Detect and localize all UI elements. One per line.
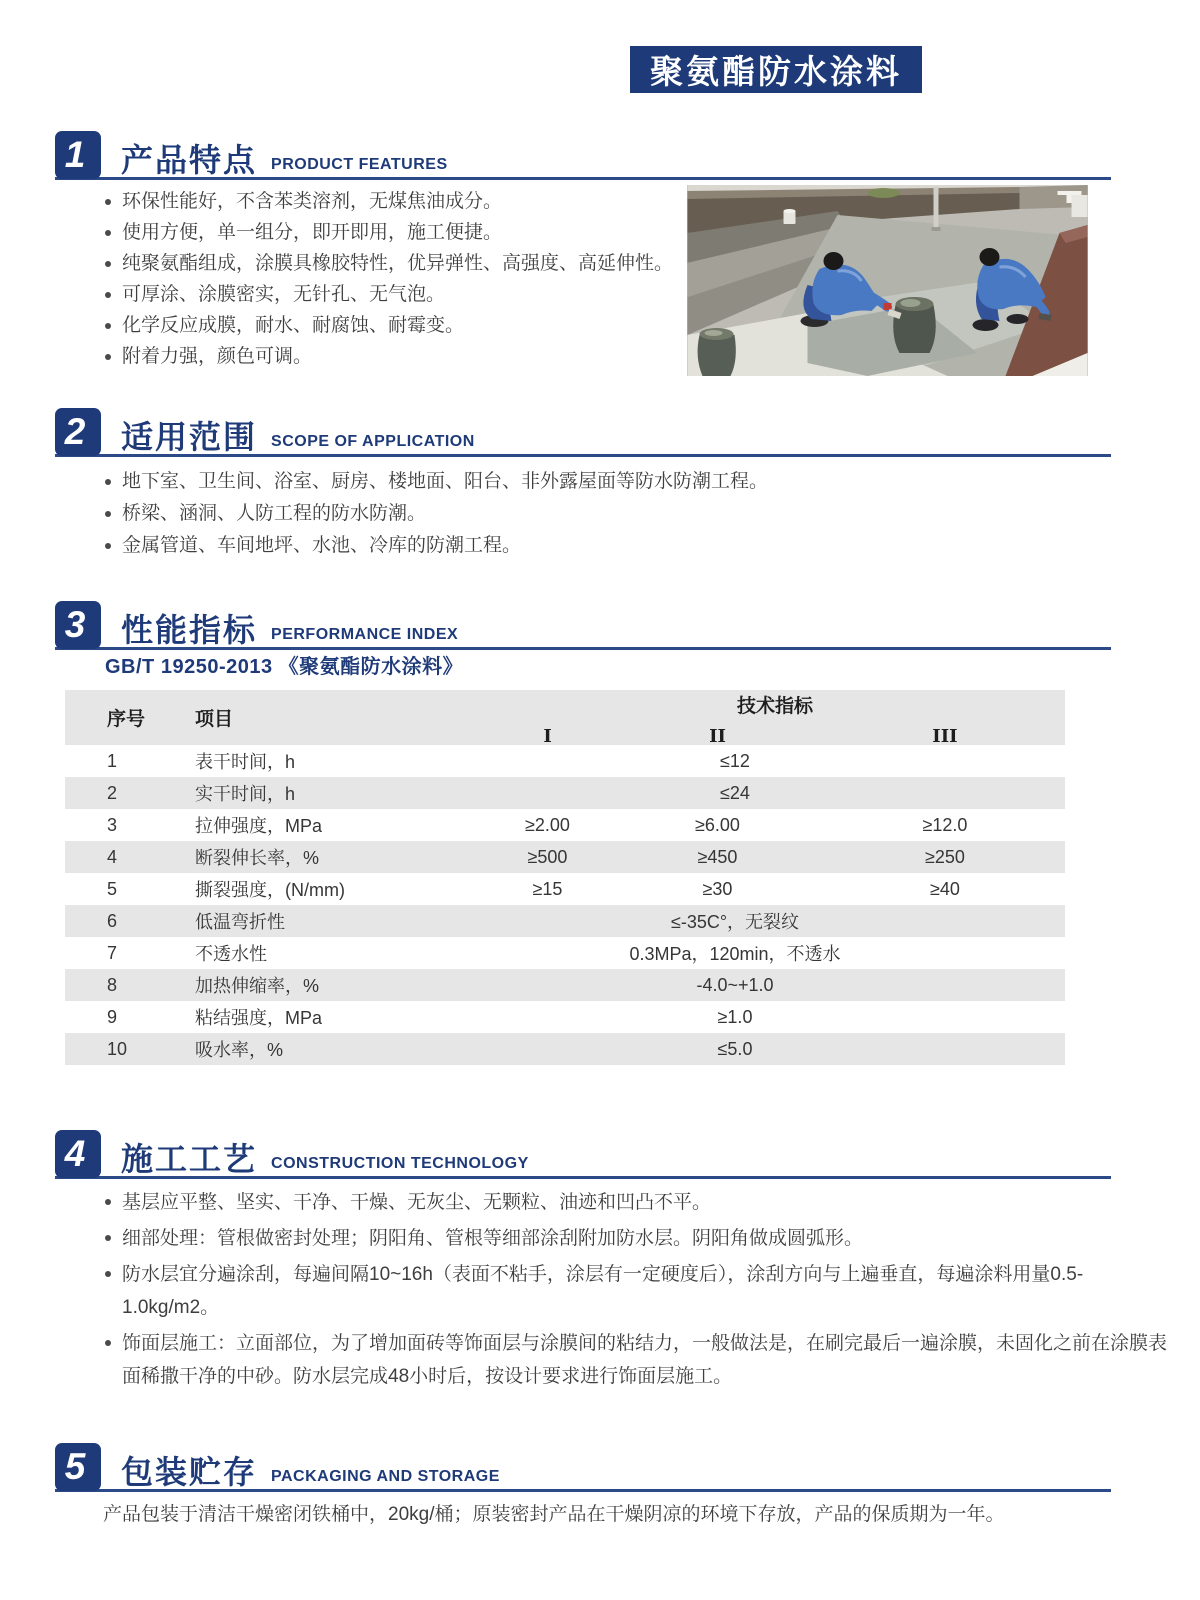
section-title-zh: 产品特点 (121, 142, 258, 178)
bullet-item: 防水层宜分遍涂刮，每遍间隔10~16h（表面不粘手，涂层有一定硬度后），涂刮方向与上遍垂直，每遍涂料用量0.5-1.0kg/m2。 (100, 1258, 1180, 1324)
bullet-item: 桥梁、涵洞、人防工程的防水防潮。 (100, 498, 920, 530)
tech-index-label: 技术指标 (736, 696, 813, 717)
bullet-item: 细部处理：管根做密封处理；阴阳角、管根等细部涂刮附加防水层。阴阳角做成圆弧形。 (100, 1222, 1180, 1255)
cell-value-I: ≥2.00 (525, 814, 570, 835)
cell-item: 实干时间，h (195, 784, 296, 804)
section-title-en: PERFORMANCE INDEX (271, 626, 459, 643)
cell-item: 不透水性 (195, 944, 267, 964)
bullet-item: 附着力强，颜色可调。 (100, 341, 685, 372)
section-number-badge: 5 (55, 1443, 101, 1491)
cell-no: 3 (107, 814, 118, 835)
barrel-center (893, 297, 936, 353)
section-header-construction-technology (55, 1127, 1111, 1179)
cell-value-III: ≥40 (930, 878, 960, 899)
cell-no: 10 (107, 1038, 128, 1059)
performance-table (65, 690, 1065, 1065)
table-row (65, 1001, 1065, 1033)
cell-item: 粘结强度，MPa (195, 1008, 323, 1028)
section-header-packaging-and-storage (55, 1440, 1111, 1492)
section-header-performance-index (55, 598, 1111, 650)
section-header-scope-of-application (55, 405, 1111, 457)
section-number-badge: 1 (55, 131, 101, 179)
section-title-en: PRODUCT FEATURES (271, 156, 448, 173)
cell-no: 9 (107, 1006, 118, 1027)
scope-list (100, 466, 920, 562)
table-row (65, 905, 1065, 937)
bullet-item: 可厚涂、涂膜密实，无针孔、无气泡。 (100, 279, 685, 310)
cell-no: 8 (107, 974, 118, 995)
cell-no: 1 (107, 750, 118, 771)
cell-no: 4 (107, 846, 118, 867)
column-header-no: 序号 (107, 709, 146, 730)
cell-item: 吸水率，% (195, 1040, 284, 1060)
cell-value: ≤-35C°，无裂纹 (670, 912, 800, 932)
table-row (65, 745, 1065, 777)
product-features-list (100, 186, 685, 372)
cell-value: -4.0~+1.0 (696, 974, 774, 995)
workers-applying-coating-image (687, 185, 1088, 376)
column-header-item: 项目 (195, 709, 234, 730)
column-header-tech (485, 690, 1065, 745)
cell-value-II: ≥450 (697, 846, 738, 867)
cell-no: 2 (107, 782, 118, 803)
cell-item: 撕裂强度，(N/mm) (195, 880, 345, 900)
bullet-item: 金属管道、车间地坪、水池、冷库的防潮工程。 (100, 530, 920, 562)
section-title-zh: 包装贮存 (121, 1454, 258, 1490)
cell-value-III: ≥12.0 (922, 814, 968, 835)
cell-no: 7 (107, 942, 118, 963)
table-row (65, 841, 1065, 873)
section-title-en: PACKAGING AND STORAGE (271, 1468, 500, 1485)
cell-value: 0.3MPa，120min，不透水 (629, 944, 841, 964)
section-title-zh: 性能指标 (121, 612, 258, 648)
packaging-storage-text: 产品包装于清洁干燥密闭铁桶中，20kg/桶；原装密封产品在干燥阴凉的环境下存放，产品的保质期为一年。 (103, 1504, 1005, 1525)
standard-reference: GB/T 19250-2013 《聚氨酯防水涂料》 (105, 656, 464, 678)
bullet-item: 使用方便，单一组分，即开即用，施工便捷。 (100, 217, 685, 248)
cell-item: 加热伸缩率，% (195, 976, 320, 996)
table-header-row (65, 690, 1065, 745)
subcolumn-III: III (932, 726, 958, 747)
bullet-item: 化学反应成膜，耐水、耐腐蚀、耐霉变。 (100, 310, 685, 341)
section-number-badge: 4 (55, 1130, 101, 1178)
table-row (65, 809, 1065, 841)
cell-value: ≤24 (720, 782, 750, 803)
bullet-item: 纯聚氨酯组成，涂膜具橡胶特性，优异弹性、高强度、高延伸性。 (100, 248, 685, 279)
product-photo (687, 185, 1088, 376)
bullet-item: 地下室、卫生间、浴室、厨房、楼地面、阳台、非外露屋面等防水防潮工程。 (100, 466, 920, 498)
table-row (65, 969, 1065, 1001)
table-row (65, 873, 1065, 905)
bullet-item: 饰面层施工：立面部位，为了增加面砖等饰面层与涂膜间的粘结力，一般做法是，在刷完最后一遍涂膜，未固化之前在涂膜表面稀撒干净的中砂。防水层完成48小时后，按设计要求进行饰面层施工。 (100, 1327, 1180, 1393)
cell-no: 6 (107, 910, 118, 931)
table-row (65, 937, 1065, 969)
cell-item: 低温弯折性 (195, 912, 285, 932)
cell-value-I: ≥500 (527, 846, 568, 867)
cell-item: 拉伸强度，MPa (195, 816, 323, 836)
section-title-en: SCOPE OF APPLICATION (271, 433, 475, 450)
page-title-banner: 聚氨酯防水涂料 (630, 46, 922, 93)
section-title-zh: 施工工艺 (121, 1141, 258, 1177)
subcolumn-II: II (709, 726, 726, 747)
section-header-product-features (55, 128, 1111, 180)
section-title-en: CONSTRUCTION TECHNOLOGY (271, 1155, 529, 1172)
cell-value-III: ≥250 (925, 846, 965, 867)
table-row (65, 777, 1065, 809)
cell-value: ≤5.0 (717, 1038, 753, 1059)
cell-item: 断裂伸长率，% (195, 848, 320, 868)
cell-value-I: ≥15 (532, 878, 563, 899)
barrel-corner (698, 328, 736, 376)
section-number-badge: 2 (55, 408, 101, 456)
table-row (65, 1033, 1065, 1065)
cell-value-II: ≥30 (702, 878, 733, 899)
cell-value: ≥1.0 (717, 1006, 753, 1027)
section-title-zh: 适用范围 (121, 419, 258, 455)
tech-subcolumns (485, 723, 1065, 749)
bullet-item: 基层应平整、坚实、干净、干燥、无灰尘、无颗粒、油迹和凹凸不平。 (100, 1186, 1180, 1219)
construction-steps-list (100, 1186, 1180, 1396)
cell-value-II: ≥6.00 (695, 814, 740, 835)
cell-no: 5 (107, 878, 118, 899)
bullet-item: 环保性能好，不含苯类溶剂，无煤焦油成分。 (100, 186, 685, 217)
cell-item: 表干时间，h (195, 752, 296, 772)
section-number-badge: 3 (55, 601, 101, 649)
subcolumn-I: I (543, 726, 552, 747)
cell-value: ≤12 (720, 750, 750, 771)
